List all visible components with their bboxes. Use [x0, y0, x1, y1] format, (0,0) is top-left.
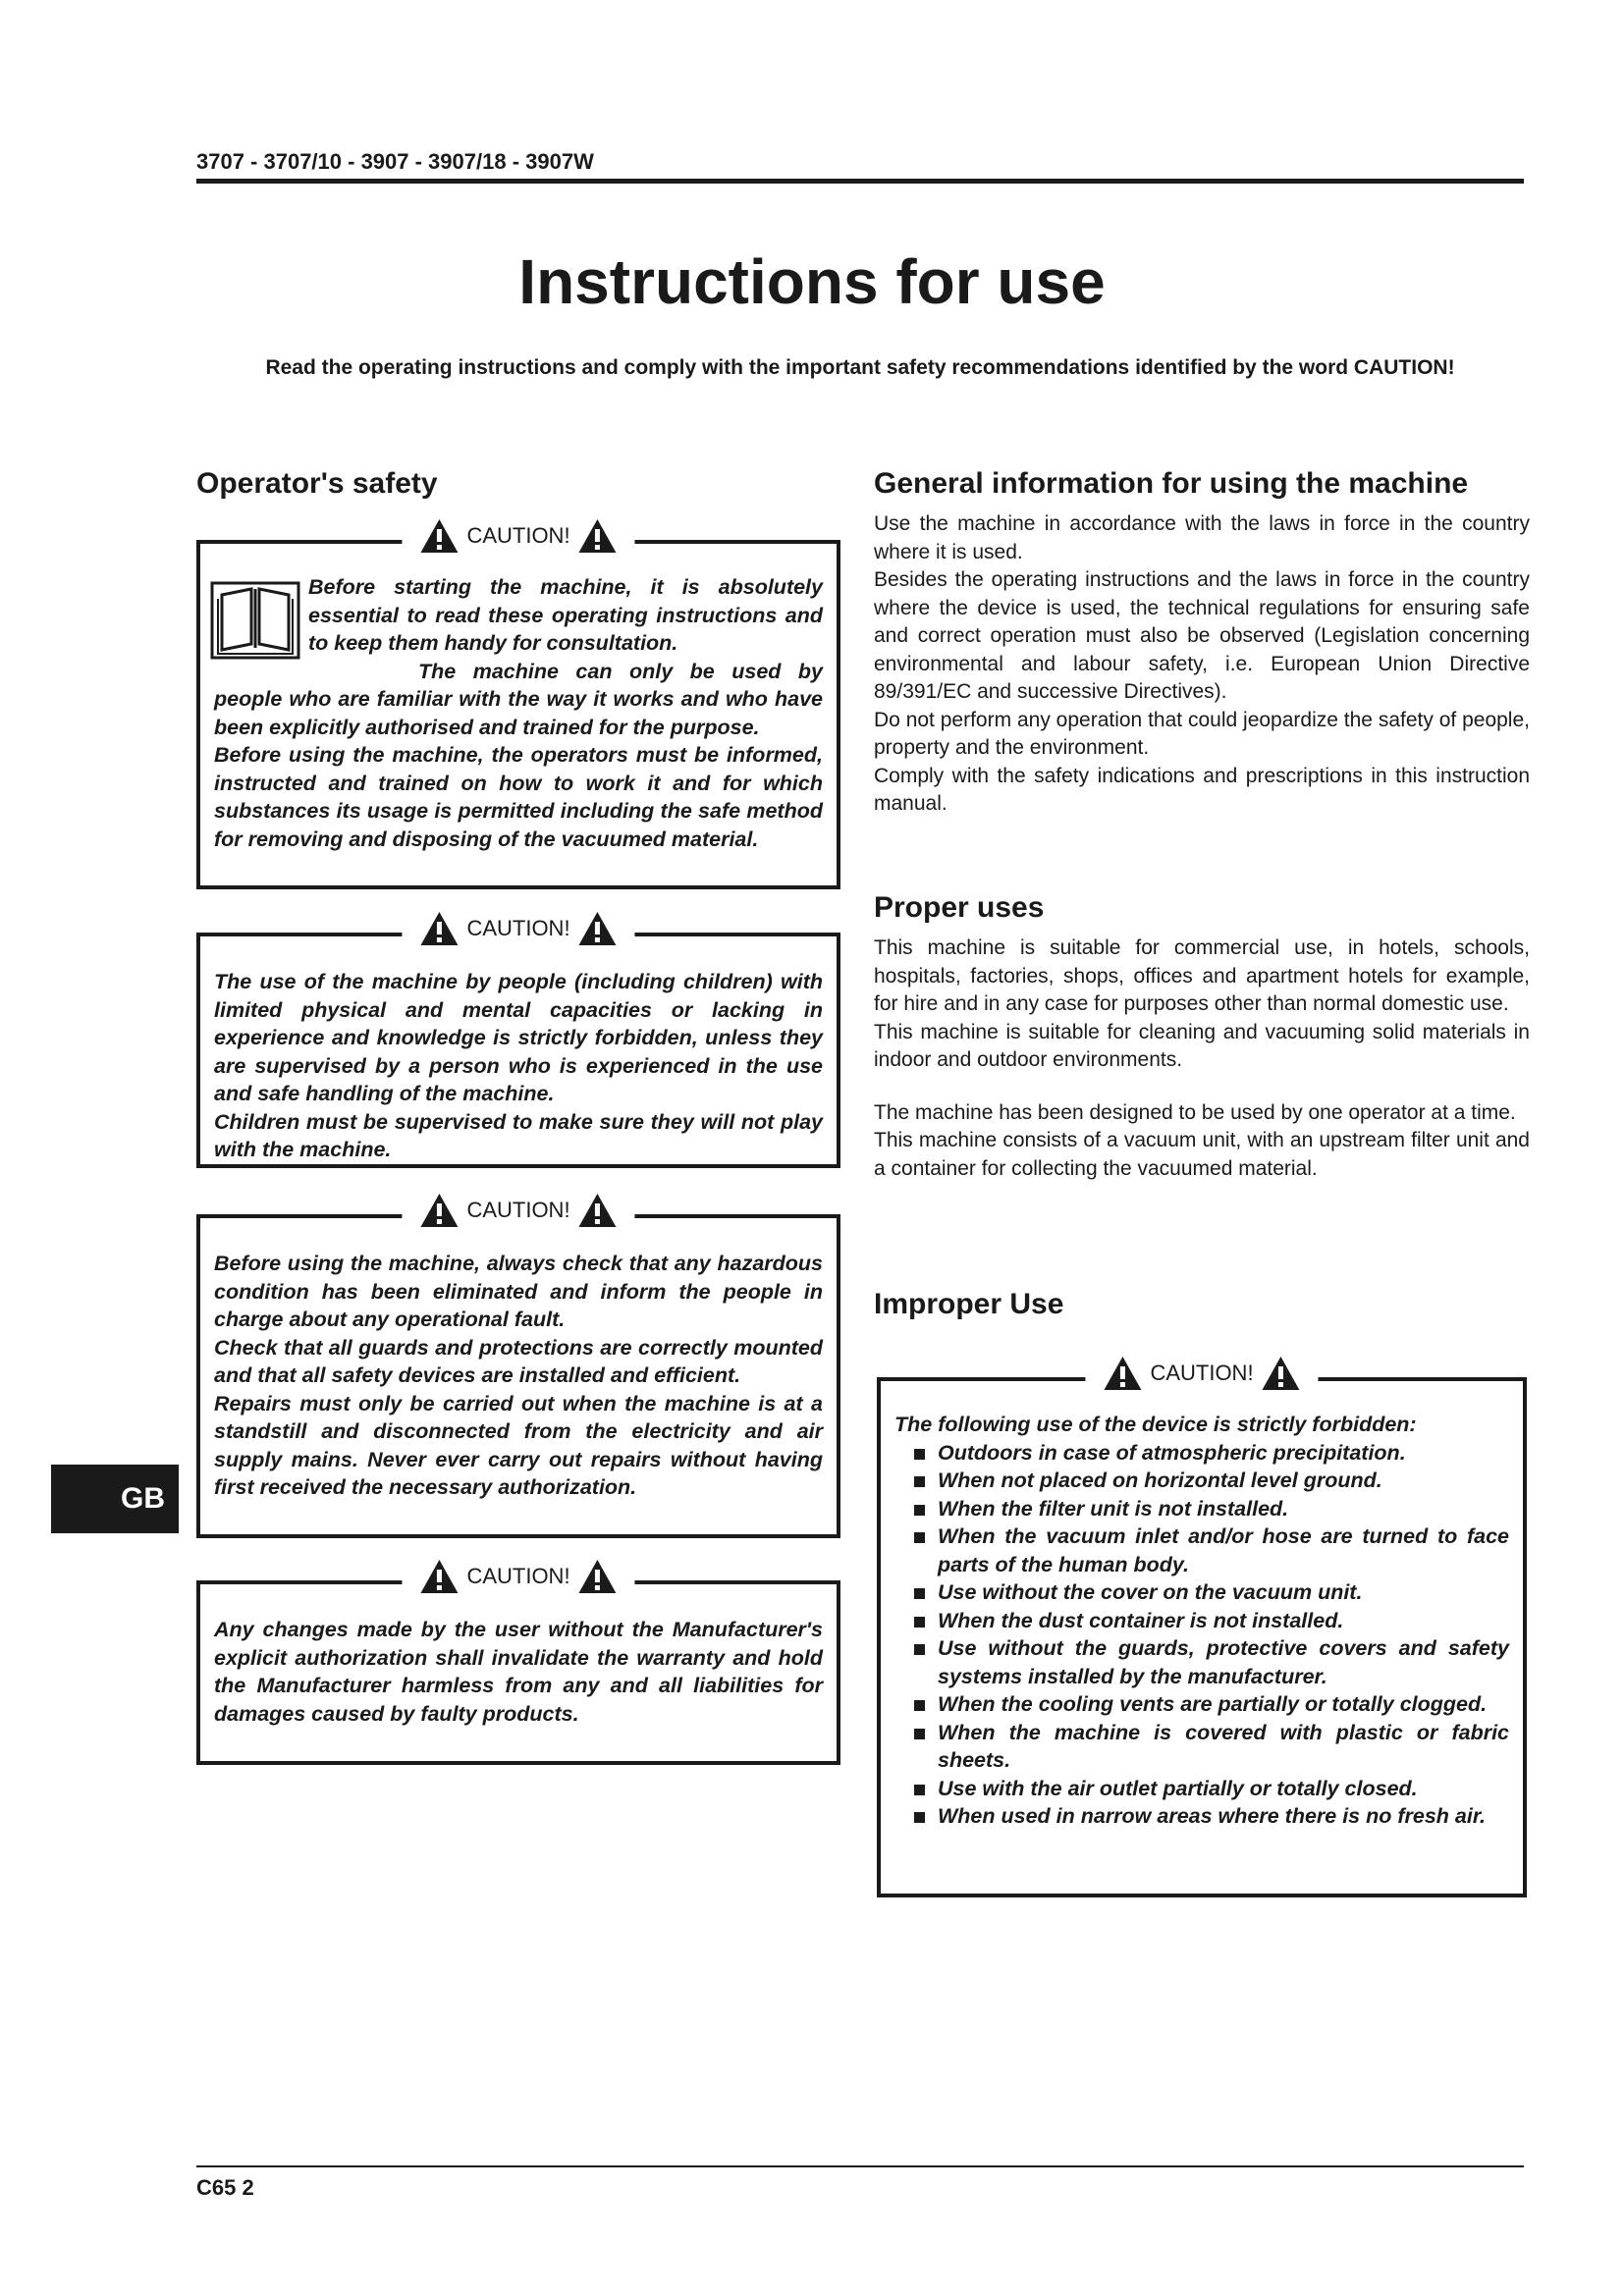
caution-box-people [196, 916, 840, 1168]
warning-icon [419, 1559, 459, 1594]
proper-uses-heading: Proper uses [874, 891, 1045, 924]
list-item: When the vacuum inlet and/or hose are turned to face parts of the human body. [912, 1522, 1509, 1578]
warning-icon [419, 911, 459, 946]
caution-title [1085, 1356, 1318, 1391]
paragraph: Use the machine in accordance with the laws in force in the country where it is used. [874, 512, 1530, 563]
caution-text: Children must be supervised to make sure they will not play with the machine. [214, 1109, 823, 1161]
page-title: Instructions for use [518, 246, 1106, 317]
operators-safety-heading: Operator's safety [196, 467, 438, 500]
caution-box-hazards [196, 1198, 840, 1538]
caution-label: CAUTION! [466, 523, 570, 548]
list-item: When the machine is covered with plastic or fabric sheets. [912, 1719, 1509, 1775]
warning-icon [578, 1559, 618, 1594]
list-item: Use without the cover on the vacuum unit. [912, 1578, 1509, 1607]
paragraph: Comply with the safety indications and prescriptions in this instruction manual. [874, 764, 1530, 815]
paragraph: Besides the operating instructions and the laws in force in the country where the device is used, the technical regulations for ensuring safe and correct operation must also be observed (Legislation concerning environmental and labour safety, i.e. European Union Directive 89/391/EC and successive Directives). [874, 568, 1530, 703]
warning-icon [419, 1193, 459, 1228]
page-subtitle: Read the operating instructions and comply with the important safety recommendations identified by the word CAUTION! [265, 356, 1455, 379]
caution-text: Any changes made by the user without the Manufacturer's explicit authorization shall invalidate the warranty and hold the Manufacturer harmless from any and all liabilities for damages caused by faulty products. [214, 1618, 823, 1726]
caution-text: Before using the machine, the operators must be informed, instructed and trained on how to work it and for which substances its usage is permitted including the safe method for removing and disposing of the vacuumed material. [214, 743, 823, 851]
list-item: Use with the air outlet partially or totally closed. [912, 1775, 1509, 1803]
caution-text: Before starting the machine, it is absolutely essential to read these operating instructions and to keep them handy for consultation. [308, 575, 823, 655]
improper-use-heading: Improper Use [874, 1288, 1064, 1320]
paragraph: This machine is suitable for cleaning and vacuuming solid materials in indoor and outdoor environments. [874, 1020, 1530, 1071]
list-item: Outdoors in case of atmospheric precipitation. [912, 1439, 1509, 1468]
page-number: C65 2 [196, 2175, 254, 2200]
forbidden-list [894, 1439, 1509, 1831]
caution-box-improper [877, 1361, 1527, 1897]
caution-title [402, 1559, 634, 1594]
caution-label: CAUTION! [466, 1198, 570, 1222]
general-info-heading: General information for using the machine [874, 467, 1469, 500]
language-tab: GB [51, 1465, 179, 1533]
list-item: When not placed on horizontal level ground. [912, 1467, 1509, 1495]
general-info-section [874, 467, 1530, 819]
warning-icon [1103, 1356, 1142, 1391]
header-rule [196, 179, 1524, 184]
warning-icon [419, 518, 459, 554]
caution-title [402, 911, 634, 946]
paragraph: This machine is suitable for commercial use, in hotels, schools, hospitals, factories, shops, offices and apartment hotels for example, for hire and in any case for purposes other than normal domestic use. [874, 936, 1530, 1015]
list-item: When the cooling vents are partially or totally clogged. [912, 1690, 1509, 1719]
list-item: Use without the guards, protective covers and safety systems installed by the manufacturer. [912, 1634, 1509, 1690]
proper-uses-section [874, 891, 1530, 1183]
list-item: When the dust container is not installed. [912, 1607, 1509, 1635]
caution-title [402, 1193, 634, 1228]
caution-label: CAUTION! [466, 1564, 570, 1588]
paragraph: Do not perform any operation that could jeopardize the safety of people, property and the environment. [874, 708, 1530, 759]
list-item: When the filter unit is not installed. [912, 1495, 1509, 1523]
caution-box-manual [196, 523, 840, 889]
manual-book-icon [210, 581, 300, 660]
list-item: When used in narrow areas where there is no fresh air. [912, 1802, 1509, 1831]
caution-title [402, 518, 634, 554]
warning-icon [578, 1193, 618, 1228]
warning-icon [1262, 1356, 1301, 1391]
caution-text: Before using the machine, always check that any hazardous condition has been eliminated and inform the people in charge about any operational fault. [214, 1252, 823, 1331]
model-numbers: 3707 - 3707/10 - 3907 - 3907/18 - 3907W [196, 149, 594, 174]
caution-text: The use of the machine by people (including children) with limited physical and mental capacities or lacking in experience and knowledge is strictly forbidden, unless they are supervised by a person who is experienced in the use and safe handling of the machine. [214, 970, 823, 1105]
caution-text: Repairs must only be carried out when the machine is at a standstill and disconnected from the electricity and air supply mains. Never ever carry out repairs without having first received the necessary authorization. [214, 1391, 823, 1499]
caution-label: CAUTION! [1150, 1361, 1254, 1385]
caution-label: CAUTION! [466, 916, 570, 940]
paragraph: The machine has been designed to be used by one operator at a time. [874, 1100, 1516, 1124]
warning-icon [578, 518, 618, 554]
paragraph: This machine consists of a vacuum unit, with an upstream filter unit and a container for collecting the vacuumed material. [874, 1129, 1530, 1180]
warning-icon [578, 911, 618, 946]
footer-rule [196, 2165, 1524, 2167]
caution-text: The machine can only be used by people who are familiar with the way it works and who have been explicitly authorised and trained for the purpose. [214, 659, 823, 739]
forbidden-intro: The following use of the device is strictly forbidden: [894, 1413, 1417, 1436]
caution-box-changes [196, 1564, 840, 1765]
caution-text: Check that all guards and protections are correctly mounted and that all safety devices are installed and efficient. [214, 1335, 823, 1387]
